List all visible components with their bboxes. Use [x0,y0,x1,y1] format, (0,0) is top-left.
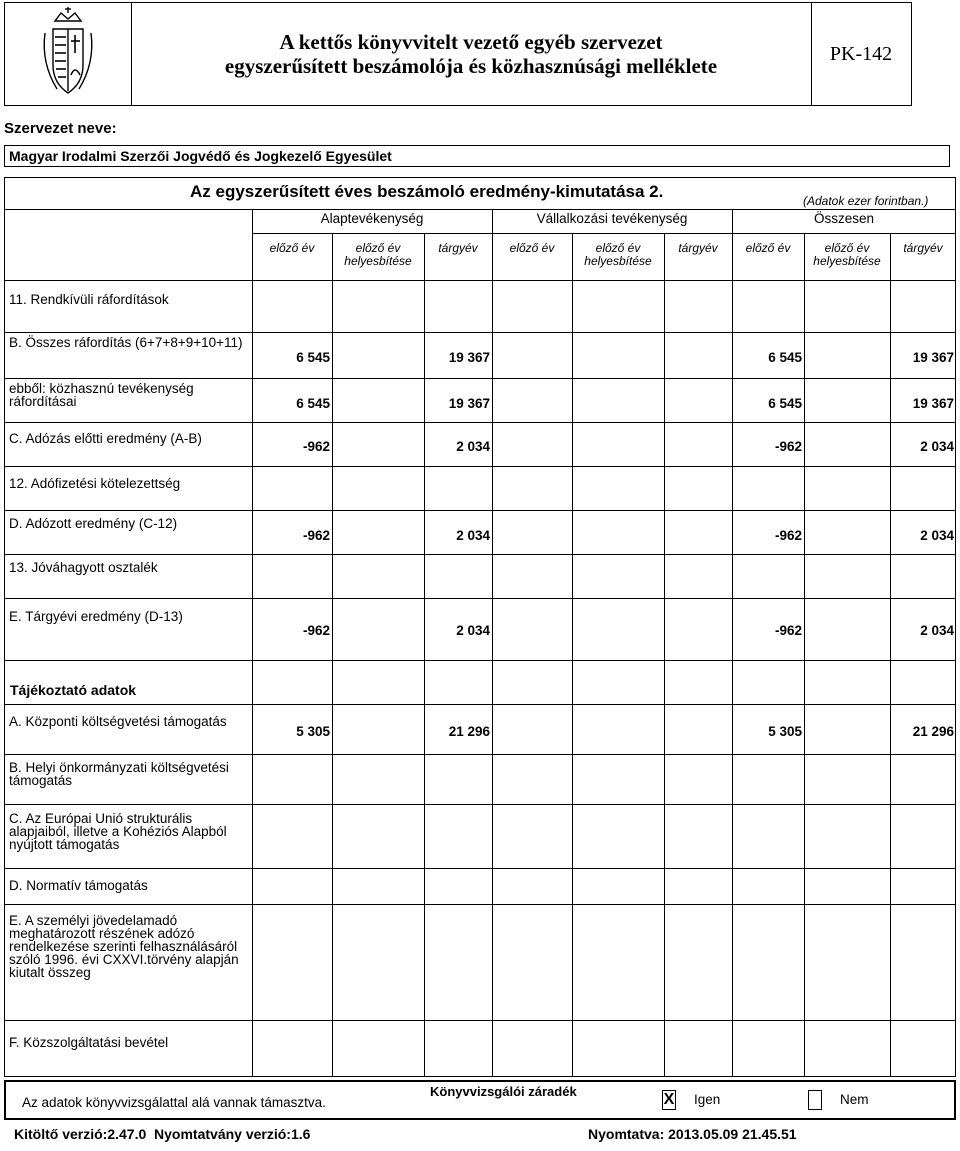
grid-line [4,280,956,281]
grid-line [4,209,956,210]
grid-line [664,233,665,1077]
info-label-public-service-revenue: F. Közszolgáltatási bevétel [9,1035,169,1050]
cell-central-support-basic-prev: 5 305 [296,724,330,739]
cell-current-result-basic-curr: 2 034 [456,623,490,638]
info-label-local-government-support: B. Helyi önkormányzati költségvetési támogatás [9,760,229,788]
col-header-total-adj: előző év helyesbítése [813,241,881,268]
form-header [4,2,912,106]
grid-line [4,1020,956,1021]
cell-public-benefit-total-prev: 6 545 [768,396,802,411]
row-label-approved-dividend: 13. Jóváhagyott osztalék [9,560,158,575]
cell-total-expenses-basic-curr: 19 367 [448,350,490,365]
row-label-pretax-result: C. Adózás előtti eredmény (A-B) [9,431,202,446]
row-label-total-expenses: B. Összes ráfordítás (6+7+8+9+10+11) [9,335,243,350]
col-header-business-adj: előző év helyesbítése [584,241,652,268]
grid-line [252,233,956,234]
grid-line [572,233,573,1077]
cell-central-support-total-curr: 21 296 [912,724,954,739]
audit-yes-checkbox[interactable]: X [663,1091,675,1108]
cell-pretax-total-curr: 2 034 [920,439,954,454]
cell-current-result-total-curr: 2 034 [920,623,954,638]
cell-current-result-total-prev: -962 [774,623,802,638]
row-label-public-benefit-expenses: ebből: közhasznú tevékenység ráfordításai [9,381,194,409]
cell-total-expenses-total-curr: 19 367 [912,350,954,365]
group-header-business: Vállalkozási tevékenység [536,211,688,226]
cell-pretax-basic-curr: 2 034 [456,439,490,454]
grid-line [492,209,493,1077]
grid-line [4,332,956,333]
col-header-basic-prev: előző év [269,241,315,255]
form-title-line1: A kettős könyvvitelt vezető egyéb szervezet [279,30,663,54]
audit-no-checkbox[interactable] [808,1090,822,1110]
col-header-basic-curr: tárgyév [438,241,478,255]
grid-line [4,598,956,599]
col-header-business-prev: előző év [509,241,555,255]
title-box [131,3,812,105]
grid-line [332,233,333,1077]
unit-note: (Adatok ezer forintban.) [803,194,929,208]
group-header-total: Összesen [813,211,875,226]
col-header-total-prev: előző év [745,241,791,255]
organization-name-field: Magyar Irodalmi Szerzői Jogvédő és Jogkezelő Egyesület [4,145,950,167]
row-label-current-year-result: E. Tárgyévi eredmény (D-13) [9,609,183,624]
grid-line [4,378,956,379]
info-label-normative-support: D. Normatív támogatás [9,878,148,893]
organization-label: Szervezet neve: [4,120,117,137]
audit-no-label: Nem [840,1092,869,1107]
row-label-extraordinary-expenses: 11. Rendkívüli ráfordítások [9,292,169,307]
grid-line [4,754,956,755]
form-code: PK-142 [829,43,893,65]
col-header-total-curr: tárgyév [903,241,943,255]
print-timestamp: Nyomtatva: 2013.05.09 21.45.51 [588,1126,797,1142]
cell-total-expenses-basic-prev: 6 545 [296,350,330,365]
grid-line [4,554,956,555]
col-header-basic-adj: előző év helyesbítése [344,241,412,268]
info-label-personal-income-tax-share: E. A személyi jövedelamadó meghatározott részének adózó rendelkezése szerinti felhasználásáról szóló 1996. évi CXXVI.törvény alapján kiutalt összeg [9,913,239,980]
grid-line [4,868,956,869]
grid-line [4,466,956,467]
cell-after-tax-basic-prev: -962 [302,528,330,543]
cell-public-benefit-total-curr: 19 367 [912,396,954,411]
statement-title: Az egyszerűsített éves beszámoló eredmény-kimutatása 2. [190,182,664,201]
cell-after-tax-basic-curr: 2 034 [456,528,490,543]
cell-public-benefit-basic-prev: 6 545 [296,396,330,411]
grid-line [4,704,956,705]
row-label-tax-liability: 12. Adófizetési kötelezettség [9,476,181,491]
col-header-business-curr: tárgyév [678,241,718,255]
grid-line [4,422,956,423]
info-label-eu-funds-support: C. Az Európai Unió strukturális alapjaiból, illetve a Kohéziós Alapból nyújtott támogatás [9,811,227,852]
logo-box [5,3,132,105]
grid-line [252,209,253,1077]
cell-central-support-total-prev: 5 305 [768,724,802,739]
grid-line [732,209,733,1077]
grid-line [4,660,956,661]
row-label-after-tax-result: D. Adózott eredmény (C-12) [9,516,178,531]
filler-version: Kitöltő verzió:2.47.0 Nyomtatvány verzió:1.6 [14,1126,311,1142]
info-section-title: Tájékoztató adatok [10,682,137,698]
audit-yes-label: Igen [694,1092,721,1107]
cell-current-result-basic-prev: -962 [302,623,330,638]
cell-central-support-basic-curr: 21 296 [448,724,490,739]
audit-clause-label: Könyvvizsgálói záradék [430,1084,577,1099]
cell-after-tax-total-curr: 2 034 [920,528,954,543]
group-header-basic: Alaptevékenység [320,211,424,226]
cell-after-tax-total-prev: -962 [774,528,802,543]
grid-line [4,804,956,805]
form-title-line2: egyszerűsített beszámolója és közhasznúsági melléklete [224,54,718,78]
cell-pretax-basic-prev: -962 [302,439,330,454]
grid-line [4,904,956,905]
grid-line [4,510,956,511]
cell-total-expenses-total-prev: 6 545 [768,350,802,365]
info-label-central-budget-support: A. Központi költségvetési támogatás [9,714,227,729]
cell-public-benefit-basic-curr: 19 367 [448,396,490,411]
cell-pretax-total-prev: -962 [774,439,802,454]
hungarian-coat-of-arms-icon [5,3,131,105]
grid-line [804,233,805,1077]
audit-statement: Az adatok könyvvizsgálattal alá vannak támasztva. [22,1095,326,1110]
